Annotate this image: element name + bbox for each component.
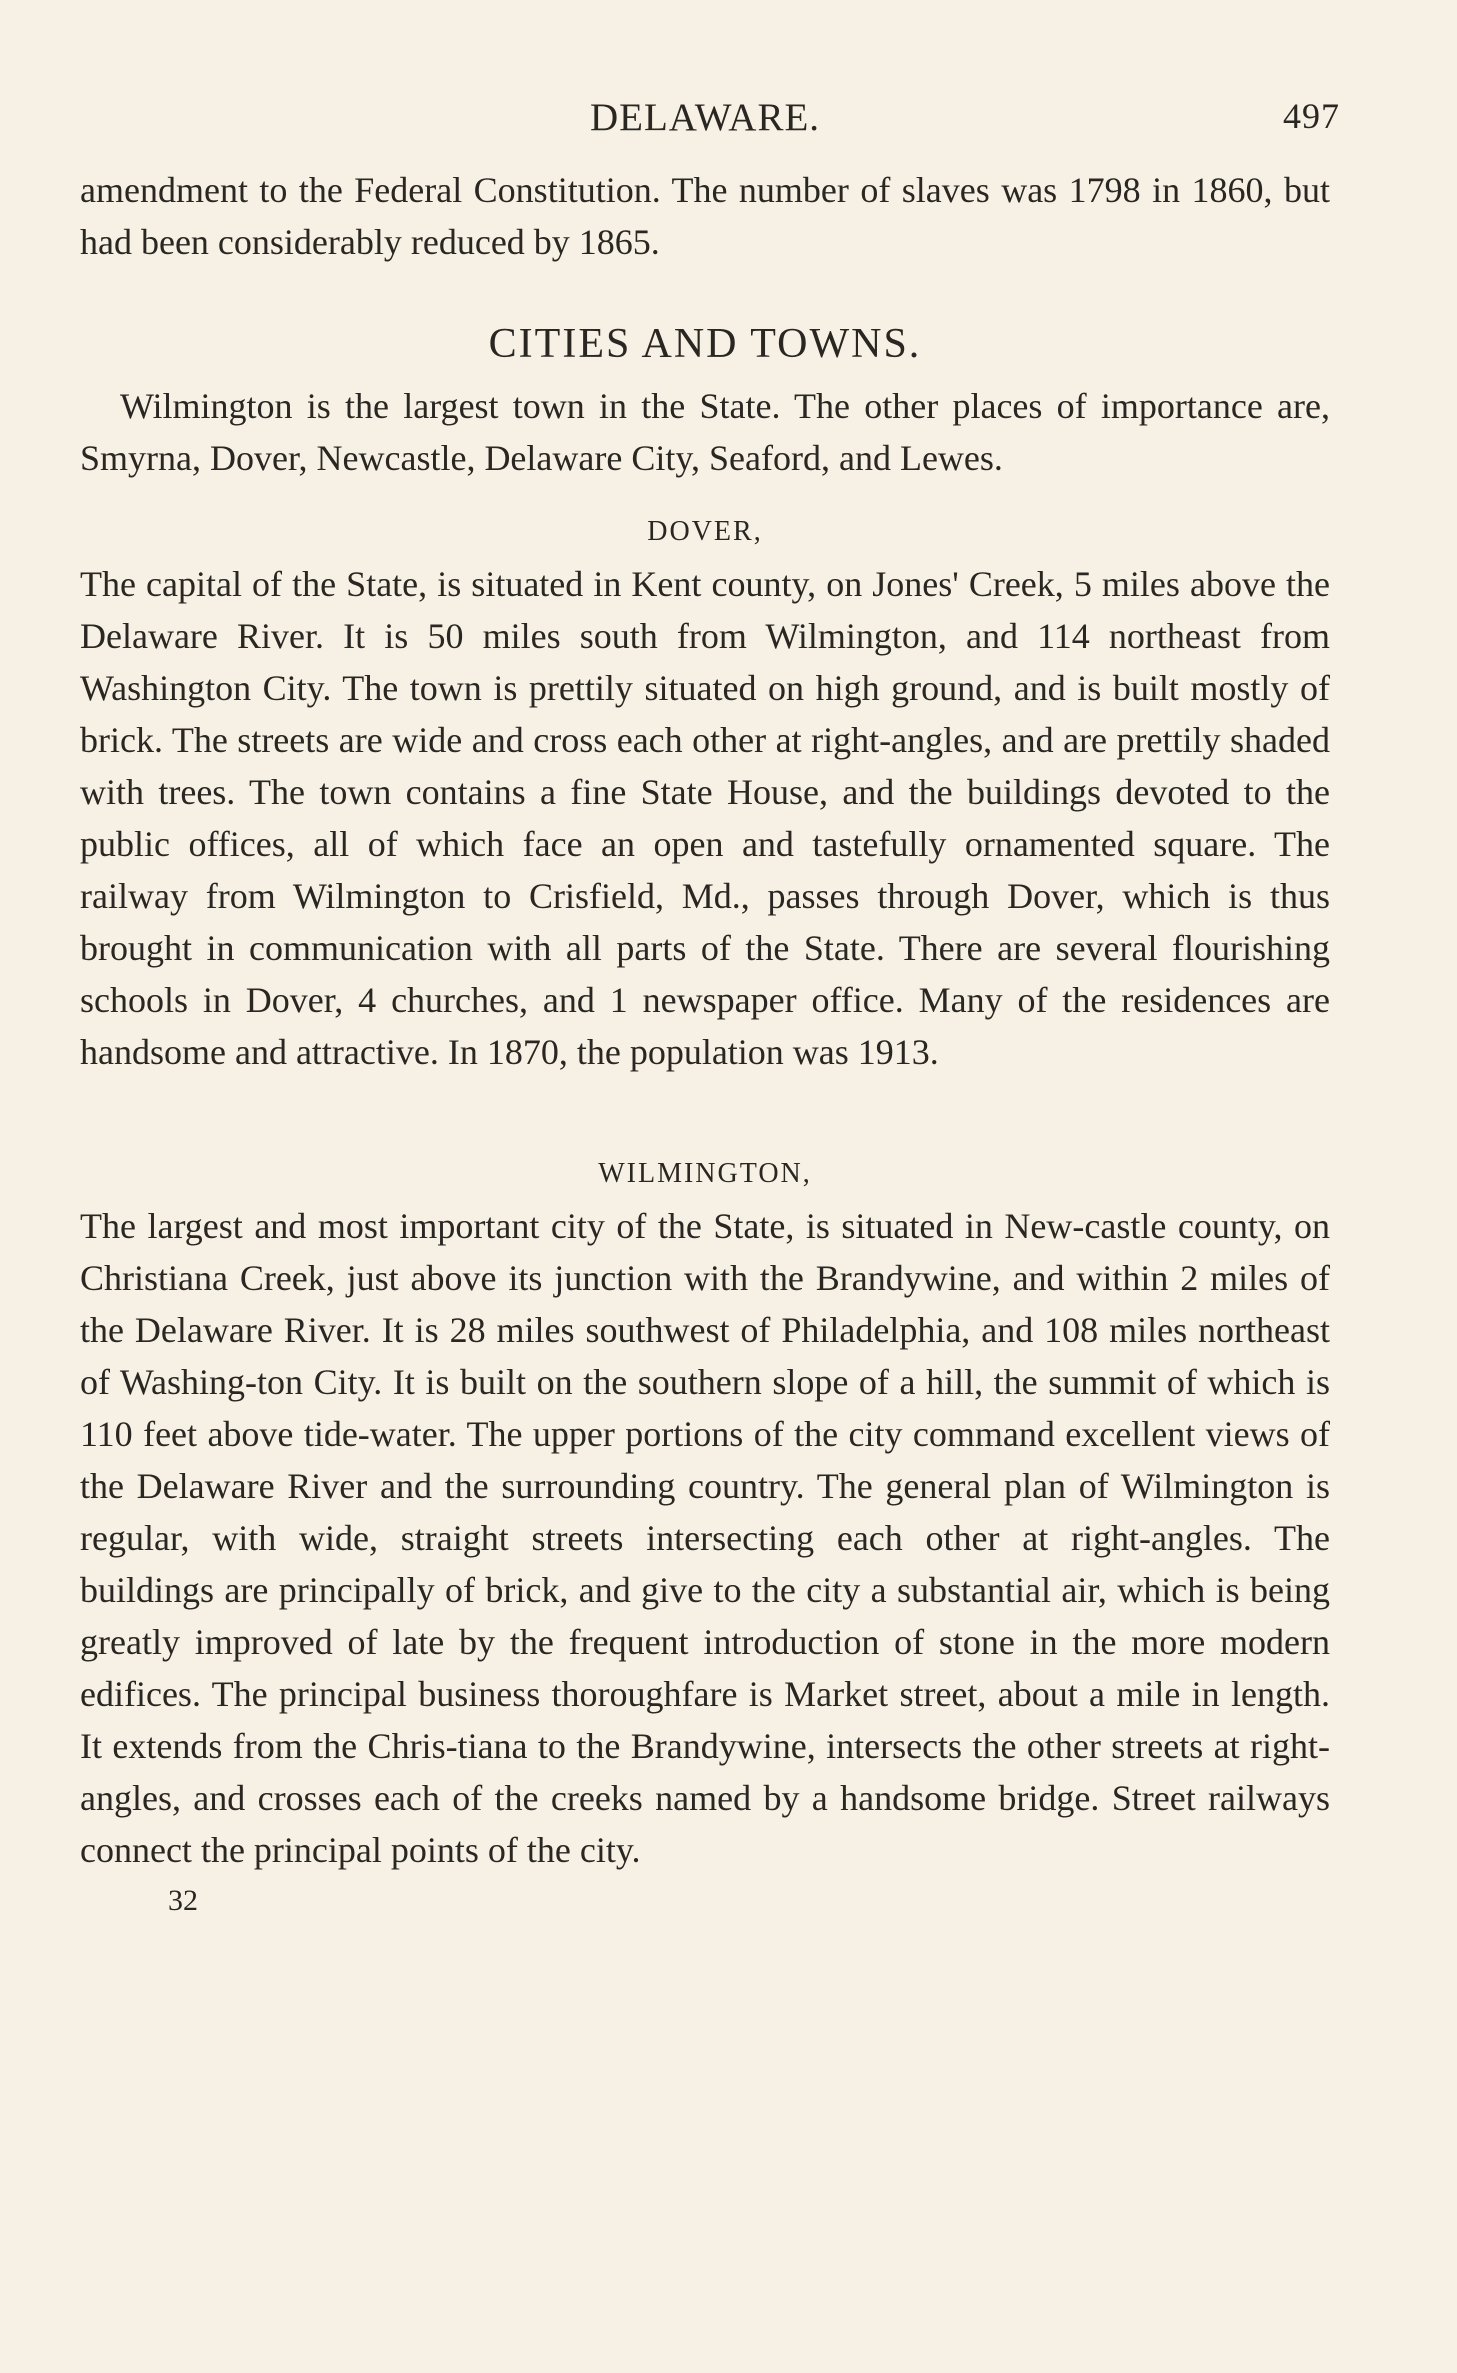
section-heading-cities-and-towns: CITIES AND TOWNS.: [488, 321, 922, 367]
signature-mark: 32: [168, 1884, 198, 1917]
cities-paragraph: Wilmington is the largest town in the State. The other places of importance are, Smyrna, Dover, Newcastle, Delaware City, Seaford, and Lewes.: [80, 386, 1330, 478]
running-head: [80, 95, 1340, 147]
book-page: [80, 95, 1340, 1918]
subheading-wilmington: WILMINGTON,: [598, 1158, 812, 1189]
running-title: DELAWARE.: [589, 96, 821, 139]
intro-paragraph: amendment to the Federal Constitution. The number of slaves was 1798 in 1860, but had been considerably reduced by 1865.: [80, 170, 1330, 262]
page-number: 497: [1283, 96, 1340, 136]
subheading-dover: DOVER,: [647, 516, 763, 547]
wilmington-paragraph: The largest and most important city of the State, is situated in New-castle county, on Christiana Creek, just above its junction with the Brandywine, and within 2 miles of the Delaware River. It is 28 miles southwest of Philadelphia, and 108 miles northeast of Washing-ton City. It is built on the southern slope of a hill, the summit of which is 110 feet above tide-water. The upper portions of the city command excellent views of the Delaware River and the surrounding country. The general plan of Wilmington is regular, with wide, straight streets intersecting each other at right-angles. The buildings are principally of brick, and give to the city a substantial air, which is being greatly improved of late by the frequent introduction of stone in the more modern edifices. The principal business thoroughfare is Market street, about a mile in length. It extends from the Chris-tiana to the Brandywine, intersects the other streets at right-angles, and crosses each of the creeks named by a handsome bridge. Street railways connect the principal points of the city.: [80, 1206, 1330, 1870]
dover-paragraph: The capital of the State, is situated in Kent county, on Jones' Creek, 5 miles above the Delaware River. It is 50 miles south from Wilmington, and 114 northeast from Washington City. The town is prettily situated on high ground, and is built mostly of brick. The streets are wide and cross each other at right-angles, and are prettily shaded with trees. The town contains a fine State House, and the buildings devoted to the public offices, all of which face an open and tastefully ornamented square. The railway from Wilmington to Crisfield, Md., passes through Dover, which is thus brought in communication with all parts of the State. There are several flourishing schools in Dover, 4 churches, and 1 newspaper office. Many of the residences are handsome and attractive. In 1870, the population was 1913.: [80, 564, 1330, 1072]
